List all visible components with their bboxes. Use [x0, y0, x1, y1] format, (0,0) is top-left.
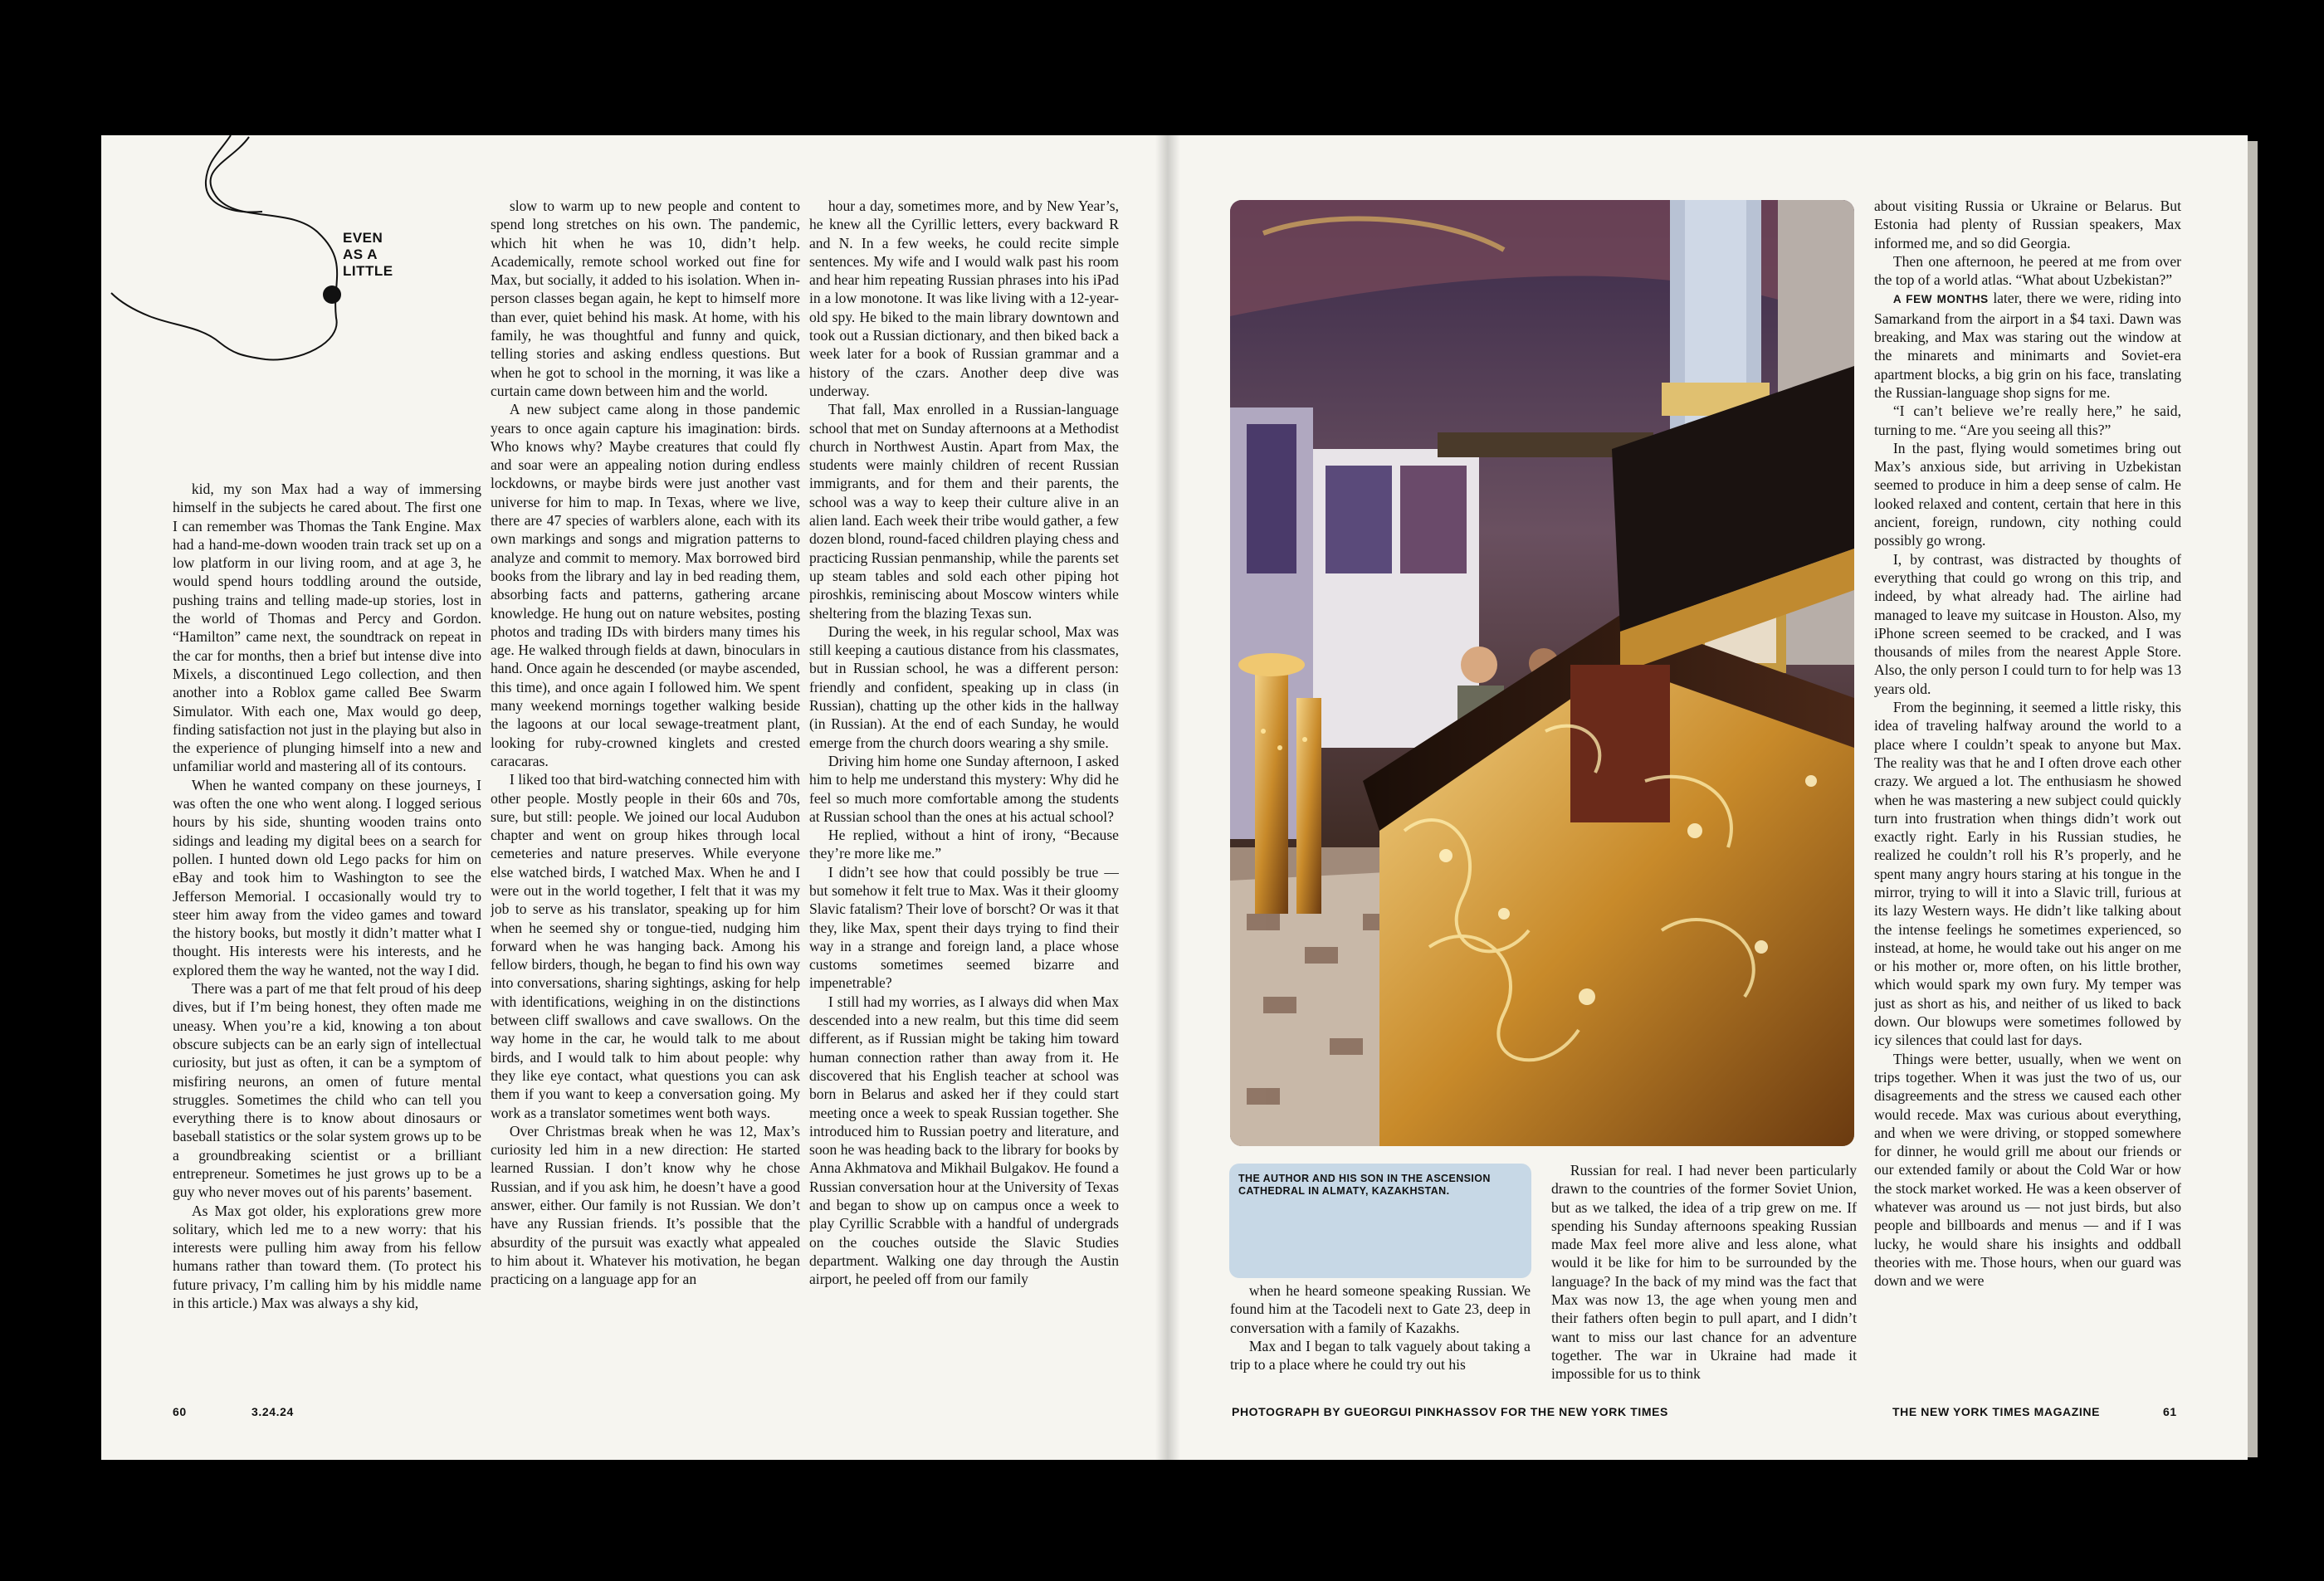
left-page-number: 60	[173, 1405, 187, 1418]
article-paragraph: Things were better, usually, when we went on trips together. When it was just the two of us, our disagreements and the stress we caused each other would recede. Max was curious about everything, and when we were driving, or stopped somewhere for dinner, he would grill me about our friends or our extended family or about the Cold War or how the stock market worked. He was a keen observer of whatever was around us — not just birds, but also people and billboards and menus — and if I was lucky, he would share his insights and oddball theories with me. Those hours, when our guard was down and we were	[1874, 1050, 2181, 1290]
article-paragraph: I still had my worries, as I always did when Max descended into a new realm, but this time did seem different, as if Russian might be taking him toward human connection rather than away from it. He discovered that his English teacher at school was born in Belarus and asked her if they could start meeting once a week to speak Russian together. She introduced him to Russian poetry and literature, and soon he was heading back to the library for books by Anna Akhmatova and Mikhail Bulgakov. He found a Russian conversation hour at the University of Texas and began to show up on campus once a week to play Cyrillic Scrabble with a handful of undergrads on the couches outside the Slavic Studies department. Walking one day through the Austin airport, he peeled off from our family	[809, 993, 1119, 1288]
page-edge	[2248, 141, 2258, 1457]
article-paragraph: Driving him home one Sunday afternoon, I asked him to help me understand this mystery: Why did he feel so much more comfortable among the students at Russian school than the ones at his actual school?	[809, 752, 1119, 825]
article-paragraph: I, by contrast, was distracted by thoughts of everything that could go wrong on this trip, and indeed, by what already had. The airline had managed to leave my suitcase in Houston. Also, my iPhone screen seemed to be cracked, and I was thousands of miles from the nearest Apple Store. Also, the only person I could turn to for help was 13 years old.	[1874, 550, 2181, 697]
photo-caption: THE AUTHOR AND HIS SON IN THE ASCENSION CATHEDRAL IN ALMATY, KAZAKHSTAN.	[1238, 1173, 1491, 1197]
article-paragraph: slow to warm up to new people and content to spend long stretches on his own. The pandemic, which hit when he was 10, didn’t help. Academically, remote school worked out fine for Max, but socially, it added to his isolation. When in-person classes began again, he kept to himself more than ever, quiet behind his mask. At home, with his family, he was thoughtful and funny and quick, telling stories and asking endless questions. But when he got to school in the morning, it was like a curtain came down between him and the world.	[491, 198, 800, 399]
left-column-3	[809, 197, 1119, 1389]
drop-title-line: LITTLE	[343, 263, 393, 279]
article-paragraph: During the week, in his regular school, Max was still keeping a cautious distance from his classmates, but in Russian school, he was a different person: friendly and confident, speaking up in class (in Russian), chatting up the other kids in the hallway (in Russian). At the end of each Sunday, he would emerge from the church doors wearing a shy smile.	[809, 622, 1119, 751]
right-column-1	[1230, 1281, 1531, 1389]
cathedral-photograph	[1230, 200, 1854, 1146]
article-paragraph: about visiting Russia or Ukraine or Belarus. But Estonia had plenty of Russian speakers, Max informed me, and so did Georgia.	[1874, 198, 2181, 251]
article-paragraph: When he wanted company on these journeys, I was often the one who went along. I logged serious hours by his side, shunting wooden trains onto sidings and leading my digital bees on a search for pollen. I hunted down old Lego packs for him on eBay and took him to Washington to see the Jefferson Memorial. I occasionally would try to steer him away from the video games and toward the history books, but mostly it didn’t matter what I thought. His interests were his interests, and he explored them the way he wanted, not the way I did.	[173, 776, 481, 978]
article-drop-title	[343, 230, 393, 280]
article-paragraph: Russian for real. I had never been particularly drawn to the countries of the former Soviet Union, but as we talked, the idea of a trip grew on me. If spending his Sunday afternoons speaking Russian made Max feel more alive and less alone, what would it be like for him to be surrounded by the language? In the back of my mind was the fact that Max was now 13, the age when young men and their fathers often begin to pull apart, and I didn’t want to miss our last chance for an adventure together. The war in Ukraine had made it impossible for us to think	[1551, 1162, 1857, 1383]
article-paragraph: hour a day, sometimes more, and by New Year’s, he knew all the Cyrillic letters, every backward R and N. In a few weeks, he could recite simple sentences. My wife and I would walk past his room and hear him repeating Russian phrases into his iPad in a low monotone. It was like living with a 12-year-old spy. He biked to the main library downtown and took out a Russian dictionary, and then biked back a week later for a book of Russian grammar and a history of the czars. Another deep dive was underway.	[809, 198, 1119, 399]
map-line-drawing	[108, 135, 382, 384]
article-paragraph: From the beginning, it seemed a little risky, this idea of traveling halfway around the world to a place where I couldn’t speak to anyone but Max. The reality was that he and I often drove each other crazy. We argued a lot. The enthusiasm he showed when he was mastering a new subject could quickly turn into frustration when things didn’t work out exactly right. Early in his Russian studies, he realized he couldn’t roll his R’s properly, and he spent many angry hours staring at his tongue in the mirror, trying to will it into a Slavic trill, furious at its lazy Western ways. He didn’t like talking about the intense feelings he sometimes experienced, so instead, at home, he would take out his anger on me or his mother or, more often, on his little brother, which would spark my own fury. My temper was just as short as his, and neither of us liked to back down. Our blowups were sometimes followed by icy silences that could last for days.	[1874, 699, 2181, 1049]
article-paragraph: He replied, without a hint of irony, “Because they’re more like me.”	[809, 827, 1119, 862]
issue-date: 3.24.24	[251, 1405, 294, 1418]
article-paragraph: “I can’t believe we’re really here,” he said, turning to me. “Are you seeing all this?”	[1874, 403, 2181, 438]
article-paragraph: Max and I began to talk vaguely about taking a trip to a place where he could try out his	[1230, 1337, 1531, 1374]
right-column-3	[1874, 197, 2181, 1389]
section-lead-in: A FEW MONTHS	[1892, 293, 1989, 306]
right-page-number: 61	[2163, 1405, 2177, 1418]
photo-credit: PHOTOGRAPH BY GUEORGUI PINKHASSOV FOR THE NEW YORK TIMES	[1232, 1405, 1668, 1418]
article-paragraph: Then one afternoon, he peered at me from over the top of a world atlas. “What about Uzbekistan?”	[1874, 252, 2181, 289]
page-gutter	[1155, 135, 1180, 1460]
article-paragraph: A new subject came along in those pandemic years to once again capture his imagination: birds. Who knows why? Maybe creatures that could fly and soar were an appealing notion during endless lockdowns, or maybe birds were just another vast universe for him to map. In Texas, where we live, there are 47 species of warblers alone, each with its own markings and songs and migration patterns to analyze and commit to memory. Max borrowed bird books from the library and lay in bed reading them, absorbing facts and patterns, gathering arcane knowledge. He hung out on nature websites, posting photos and trading IDs with birders many times his age. He walked through fields at dawn, binoculars in hand. Once again he descended (or maybe ascended, this time), and once again I followed him. We spent many weekend mornings together walking beside the lagoons at our local sewage-treatment plant, looking for ruby-crowned kinglets and crested caracaras.	[491, 401, 800, 769]
magazine-name: THE NEW YORK TIMES MAGAZINE	[1892, 1405, 2101, 1418]
article-paragraph: There was a part of me that felt proud of his deep dives, but if I’m being honest, they often made me uneasy. When you’re a kid, knowing a ton about obscure subjects can be an early sign of intellectual curiosity, but just as often, it can be a symptom of misfiring neurons, an omen of future mental struggles. Sometimes the child who can tell you everything there is to know about dinosaurs or baseball statistics or the solar system grows up to be a groundbreaking scientist or a brilliant entrepreneur. Sometimes he just grows up to be a guy who never moves out of his parents’ basement.	[173, 980, 481, 1201]
article-paragraph: I didn’t see how that could possibly be true — but somehow it felt true to Max. Was it their gloomy Slavic fatalism? Their love of borscht? Or was it that they, like Max, spent their days trying to find their way in a strange and foreign land, a place whose customs sometimes seemed bizarre and impenetrable?	[809, 863, 1119, 992]
left-column-1	[173, 480, 481, 1389]
article-paragraph: when he heard someone speaking Russian. We found him at the Tacodeli next to Gate 23, deep in conversation with a family of Kazakhs.	[1230, 1282, 1531, 1336]
paragraph-text: later, there we were, riding into Samarkand from the airport in a $4 taxi. Dawn was breaking, and Max was staring out the window at the minarets and minimarts and Soviet-era apartment blocks, a big grin on his face, translating the Russian-language shop signs for me.	[1874, 290, 2181, 401]
article-paragraph: In the past, flying would sometimes bring out Max’s anxious side, but arriving in Uzbekistan seemed to produce in him a deep sense of calm. He looked relaxed and content, certain that here in this ancient, foreign, rundown, city nothing could possibly go wrong.	[1874, 439, 2181, 549]
article-paragraph: Over Christmas break when he was 12, Max’s curiosity led him in a new direction: He started learned Russian. I don’t know why he chose Russian, and if you ask him, he doesn’t have a good answer, either. Our family is not Russian. We don’t have any Russian friends. It’s possible that the absurdity of the pursuit was exactly what appealed to him about it. Whatever his motivation, he began practicing on a language app for an	[491, 1122, 800, 1288]
article-paragraph: I liked too that bird-watching connected him with other people. Mostly people in their 60s and 70s, sure, but still: people. We joined our local Audubon chapter and went on group hikes through local cemeteries and nature preserves. While everyone else watched birds, I watched Max. When he and I were out in the world together, I felt that it was my job to serve as his translator, speaking up for him when he seemed shy or tongue-tied, nudging him forward when he was hanging back. Among his fellow birders, though, he began to find his own way into conversations, sharing sightings, asking for help with identifications, weighing in on the distinctions between cliff swallows and cave swallows. On the way home in the car, he would talk to me about birds, and I would talk to him about people: why they like eye contact, what questions you can ask them if you want to keep a conversation going. My work as a translator sometimes went both ways.	[491, 771, 800, 1121]
article-paragraph: That fall, Max enrolled in a Russian-language school that met on Sunday afternoons at a Methodist church in Northwest Austin. Apart from Max, the students were mainly children of recent Russian immigrants, and for them and their parents, the school was a way to keep their culture alive in an alien land. Each week their tribe would gather, a few dozen blond, round-faced children playing chess and practicing Russian penmanship, while the parents set up steam tables and sold each other piping hot piroshkis, reminiscing about Moscow winters while sheltering from the blazing Texas sun.	[809, 401, 1119, 622]
drop-title-line: AS A	[343, 246, 378, 262]
drop-title-line: EVEN	[343, 230, 383, 246]
article-paragraph: As Max got older, his explorations grew more solitary, which led me to a new worry: that his interests were pulling him away from his fellow humans rather than toward them. (To protect his future privacy, I’m calling him by his middle name in this article.) Max was always a shy kid,	[173, 1202, 481, 1312]
right-column-2	[1551, 1161, 1857, 1389]
article-paragraph	[1874, 289, 2181, 402]
article-paragraph: kid, my son Max had a way of immersing himself in the subjects he cared about. The first one I can remember was Thomas the Tank Engine. Max had a hand-me-down wooden train track set up on a low platform in our living room, and at age 3, he would spend hours toddling around the outside, pushing trains and telling made-up stories, lost in the world of Thomas and Percy and Gordon. “Hamilton” came next, the soundtrack on repeat in the car for months, then a brief but intense dive into Mixels, a discontinued Lego collection, and then another into a Roblox game called Bee Swarm Simulator. With each one, Max would go deep, finding satisfaction not just in the playing but also in the experience of plunging himself into a new and unfamiliar world and mastering all of its contours.	[173, 481, 481, 775]
left-column-2	[491, 197, 800, 1389]
